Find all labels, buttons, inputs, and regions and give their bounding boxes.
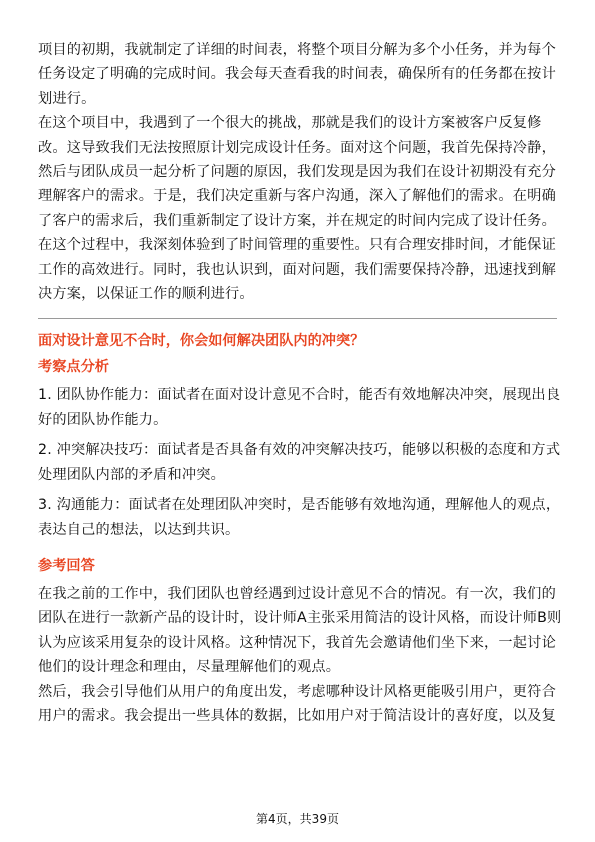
analysis-point-3: [38, 493, 561, 542]
analysis-point-2: [38, 438, 561, 487]
text-line: 决方案，以保证工作的顺利进行。: [38, 286, 254, 303]
text-line: 好的团队协作能力。: [38, 411, 168, 428]
text-line: 在这个过程中，我深刻体验到了时间管理的重要性。只有合理安排时间，才能保证: [38, 237, 556, 254]
intro-paragraph-3: [38, 233, 557, 306]
intro-paragraph-1: [38, 38, 557, 111]
text-line: 任务设定了明确的完成时间。我会每天查看我的时间表，确保所有的任务都在按计: [38, 66, 556, 83]
text-line: 工作的高效进行。同时，我也认识到，面对问题，我们需要保持冷静，迅速找到解: [38, 261, 556, 278]
interview-question: 面对设计意见不合时，你会如何解决团队内的冲突？: [38, 333, 365, 350]
answer-paragraph-2: [38, 680, 557, 729]
text-line: 了客户的需求后，我们重新制定了设计方案，并在规定的时间内完成了设计任务。: [38, 212, 556, 229]
section-divider: [38, 318, 557, 319]
text-line: 表达自己的想法，以达到共识。: [38, 521, 240, 538]
text-line: 在这个项目中，我遇到了一个很大的挑战，那就是我们的设计方案被客户反复修: [38, 115, 542, 132]
text-line: 用户的需求。我会提出一些具体的数据，比如用户对于简洁设计的喜好度，以及复: [38, 707, 556, 724]
text-line: 然后与团队成员一起分析了问题的原因，我们发现是因为我们在设计初期没有充分: [38, 164, 556, 181]
text-line: 在我之前的工作中，我们团队也曾经遇到过设计意见不合的情况。有一次，我们的: [38, 585, 556, 602]
answer-heading: 参考回答: [38, 557, 95, 574]
text-line: 然后，我会引导他们从用户的角度出发，考虑哪种设计风格更能吸引用户，更符合: [38, 683, 556, 700]
page-number-footer: 第4页，共39页: [256, 812, 339, 826]
analysis-heading: 考察点分析: [38, 359, 109, 376]
text-line: 处理团队内部的矛盾和冲突。: [38, 466, 226, 483]
text-line: 团队在进行一款新产品的设计时，设计师A主张采用简洁的设计风格，而设计师B则: [38, 610, 562, 627]
text-line: 认为应该采用复杂的设计风格。这种情况下，我首先会邀请他们坐下来，一起讨论: [38, 634, 556, 651]
text-line: 项目的初期，我就制定了详细的时间表，将整个项目分解为多个小任务，并为每个: [38, 42, 556, 58]
text-line: 改。这导致我们无法按照原计划完成设计任务。面对这个问题，我首先保持冷静，: [38, 139, 556, 156]
answer-paragraph-1: [38, 582, 562, 680]
text-line: 3. 沟通能力：面试者在处理团队冲突时，是否能够有效地沟通，理解他人的观点，: [38, 497, 561, 514]
text-line: 理解客户的需求。于是，我们决定重新与客户沟通，深入了解他们的需求。在明确: [38, 188, 556, 205]
text-line: 1. 团队协作能力：面试者在面对设计意见不合时，能否有效地解决冲突，展现出良: [38, 387, 561, 404]
text-line: 划进行。: [38, 90, 96, 107]
intro-paragraph-2: [38, 111, 557, 233]
text-line: 他们的设计理念和理由，尽量理解他们的观点。: [38, 659, 341, 676]
text-line: 2. 冲突解决技巧：面试者是否具备有效的冲突解决技巧，能够以积极的态度和方式: [38, 442, 561, 459]
analysis-point-1: [38, 383, 561, 432]
